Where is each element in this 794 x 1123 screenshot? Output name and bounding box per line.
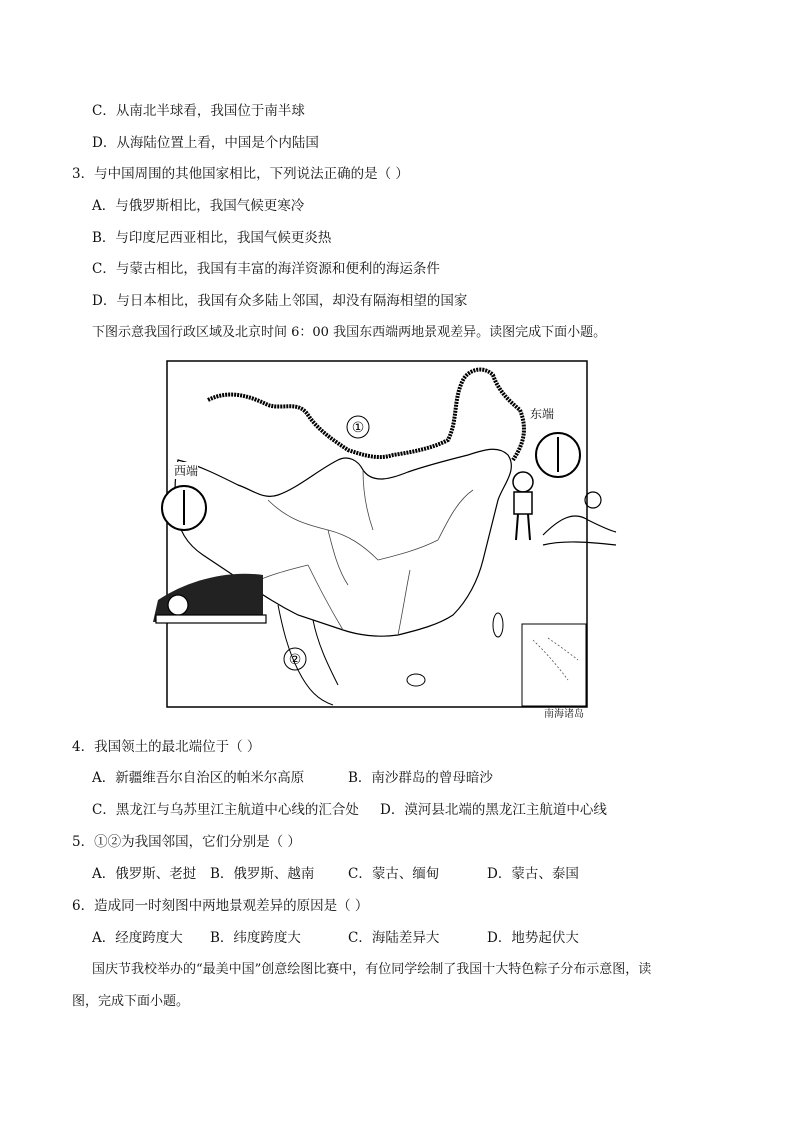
q3-option-c: C．与蒙古相比，我国有丰富的海洋资源和便利的海运条件 [92,261,440,277]
q6-option-c: C．海陆差异大 [348,930,440,946]
q6-option-a: A．经度跨度大 [92,930,183,946]
q4-option-b: B．南沙群岛的曾母暗沙 [348,770,493,786]
q6-option-b: B．纬度跨度大 [210,930,301,946]
q6-stem: 6．造成同一时刻图中两地景观差异的原因是（ ） [72,898,369,914]
q5-option-d: D．蒙古、泰国 [487,866,579,882]
map-label-neighbor-1: ① [351,420,365,436]
map-label-east: 东端 [530,407,555,421]
q5-option-c: C．蒙古、缅甸 [348,866,440,882]
q4-option-d: D．漠河县北端的黑龙江主航道中心线 [380,802,607,818]
q2-option-d: D．从海陆位置上看，中国是个内陆国 [92,135,319,151]
intro-paragraph-1: 下图示意我国行政区域及北京时间 6：00 我国东西端两地景观差异。读图完成下面小题。 [92,325,607,340]
q3-option-a: A．与俄罗斯相比，我国气候更寒冷 [92,198,305,214]
q6-option-d: D．地势起伏大 [487,930,579,946]
q5-stem: 5．①②为我国邻国，它们分别是（ ） [72,834,301,850]
intro-paragraph-2-line-2: 图，完成下面小题。 [72,994,190,1009]
q4-option-a: A．新疆维吾尔自治区的帕米尔高原 [92,770,305,786]
map-inset-label: 南海诸岛 [544,709,584,720]
map-label-west: 西端 [174,464,199,478]
q5-option-b: B．俄罗斯、越南 [210,866,315,882]
intro-paragraph-2-line-1: 国庆节我校举办的“最美中国”创意绘图比赛中，有位同学绘制了我国十大特色粽子分布示意图，读 [92,962,652,977]
q3-stem: 3．与中国周围的其他国家相比，下列说法正确的是（ ） [72,166,409,182]
china-map-figure [148,360,618,720]
map-label-neighbor-2: ② [288,652,302,668]
q4-option-c: C．黑龙江与乌苏里江主航道中心线的汇合处 [92,802,359,818]
q4-stem: 4．我国领土的最北端位于（ ） [72,739,261,755]
q2-option-c: C．从南北半球看，我国位于南半球 [92,103,305,119]
q3-option-b: B．与印度尼西亚相比，我国气候更炎热 [92,230,332,246]
q5-option-a: A．俄罗斯、老挝 [92,866,197,882]
q3-option-d: D．与日本相比，我国有众多陆上邻国，却没有隔海相望的国家 [92,293,468,309]
